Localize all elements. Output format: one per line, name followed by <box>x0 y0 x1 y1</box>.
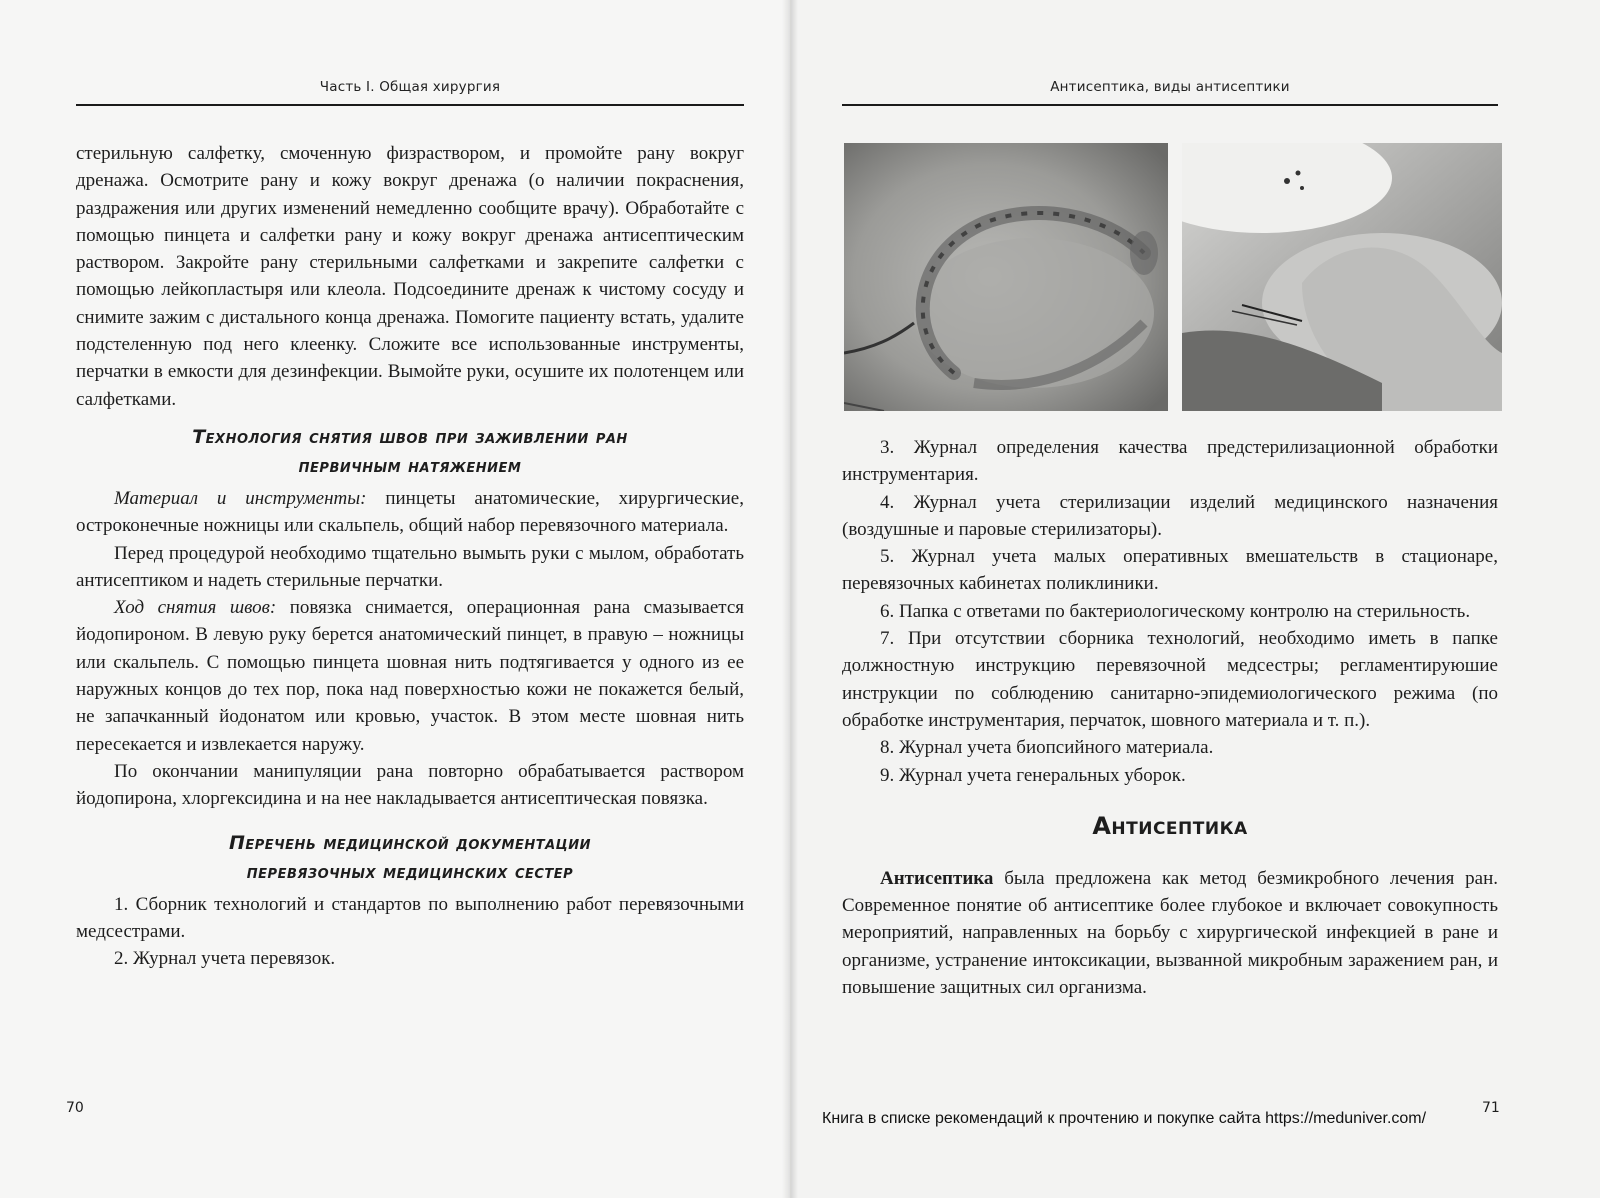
procedure-label: Ход снятия швов: <box>114 597 277 619</box>
doc-list-item: 3. Журнал определения качества предстерилизационной обработки инструментария. <box>842 437 1498 486</box>
header-rule-left <box>76 104 744 106</box>
heading-line: первичным натяжением <box>298 454 522 477</box>
doc-list-item: 7. При отсутствии сборника технологий, необходимо иметь в папке должностную инструкцию перевязочной медсестры; регламентируюшие инструкции по соблюдению санитарно-эпидемиологического режима (по обработке инструментария, перчаток, шовного материала и т. п.). <box>842 628 1498 731</box>
doc-list-item: 6. Папка с ответами по бактериологическому контролю на стерильность. <box>880 600 1471 622</box>
sutured-wound-image <box>844 143 1168 411</box>
doc-list-item: 1. Сборник технологий и стандартов по выполнению работ перевязочными медсестрами. <box>76 893 744 942</box>
book-spine <box>782 0 798 1198</box>
materials-label: Материал и инструменты: <box>114 487 367 509</box>
doc-list-item: 4. Журнал учета стерилизации изделий медицинского назначения (воздушные и паровые стерилизаторы). <box>842 491 1498 540</box>
doc-list-item: 5. Журнал учета малых оперативных вмешательств в стационаре, перевязочных кабинетах поликлиники. <box>842 546 1498 595</box>
section-heading-documentation <box>76 829 744 887</box>
left-page <box>0 0 790 1198</box>
doc-list-item: 2. Журнал учета перевязок. <box>114 948 336 970</box>
prep-paragraph: Перед процедурой необходимо тщательно вымыть руки с мылом, обработать антисептиком и надеть стерильные перчатки. <box>76 542 744 591</box>
suture-removal-image <box>1182 143 1502 411</box>
heading-line: перевязочных медицинских сестер <box>246 860 574 883</box>
final-paragraph: По окончании манипуляции рана повторно обрабатывается раствором йодопирона, хлоргексидина и на нее накладывается антисептическая повязка. <box>76 760 744 810</box>
materials-text: пинцеты анатомические, хирургические, остроконечные ножницы или скальпель, общий набор перевязочного материала. <box>76 487 744 537</box>
procedure-text: повязка снимается, операционная рана смазывается йодопироном. В левую руку берется анатомический пинцет, в правую – ножницы или скальпель. С помощью пинцета шовная нить подтягивается у одного из ее наружных концов до тех пор, пока над поверхностью кожи не покажется белый, не запачканный йодонатом или кровью, участок. В этом месте шовная нить пересекается и извлекается наружу. <box>76 597 744 755</box>
section-heading-antiseptics: Антисептика <box>1092 811 1248 840</box>
suture-removal-photo <box>1182 143 1502 411</box>
materials-paragraph <box>76 485 744 540</box>
page-number-left: 70 <box>66 1100 84 1116</box>
heading-line: Технология снятия швов при заживлении ран <box>192 425 628 448</box>
antiseptic-term: Антисептика <box>880 867 994 889</box>
continuation-paragraph: стерильную салфетку, смоченную физраствором, и промойте рану вокруг дренажа. Осмотрите рану и кожу вокруг дренажа (о наличии покраснения, раздражения или других изменений немедленно сообщите врачу). Обработайте с помощью пинцета и салфетки рану и кожу вокруг дренажа антисептическим раствором. Закройте рану стерильными салфетками и закрепите салфетки с помощью лейкопластыря или клеола. Подсоедините дренаж к чистому сосуду и снимите зажим с дистального конца дренажа. Помогите пациенту встать, удалите подстеленную под него клеенку. Сложите все использованные инструменты, перчатки в емкости для дезинфекции. Вымойте руки, осушите их полотенцем или салфетками. <box>76 143 744 410</box>
page-number-right: 71 <box>1482 1100 1500 1116</box>
sutured-wound-photo <box>844 143 1168 411</box>
header-rule-right <box>842 104 1498 106</box>
doc-list-item: 9. Журнал учета генеральных уборок. <box>880 764 1186 786</box>
section-heading-suture-removal <box>76 423 744 481</box>
running-head-left: Часть I. Общая хирургия <box>319 79 501 95</box>
heading-line: Перечень медицинской документации <box>228 831 591 854</box>
antiseptic-paragraph <box>842 865 1498 1001</box>
right-body <box>842 434 1498 1001</box>
procedure-paragraph <box>76 594 744 758</box>
antiseptic-text: была предложена как метод безмикробного лечения ран. Современное понятие об антисептике более глубокое и включает совокупность мероприятий, направленных на борьбу с хирургической инфекцией в ране и организме, устранение интоксикации, вызванной микробным заражением ран, и повышение защитных сил организма. <box>842 867 1498 999</box>
left-body <box>76 140 744 972</box>
doc-list-item: 8. Журнал учета биопсийного материала. <box>880 737 1214 759</box>
running-head-right: Антисептика, виды антисептики <box>1050 79 1290 95</box>
right-page <box>790 0 1600 1198</box>
watermark-text: Книга в списке рекомендаций к прочтению и покупке сайта https://meduniver.com/ <box>822 1110 1427 1127</box>
